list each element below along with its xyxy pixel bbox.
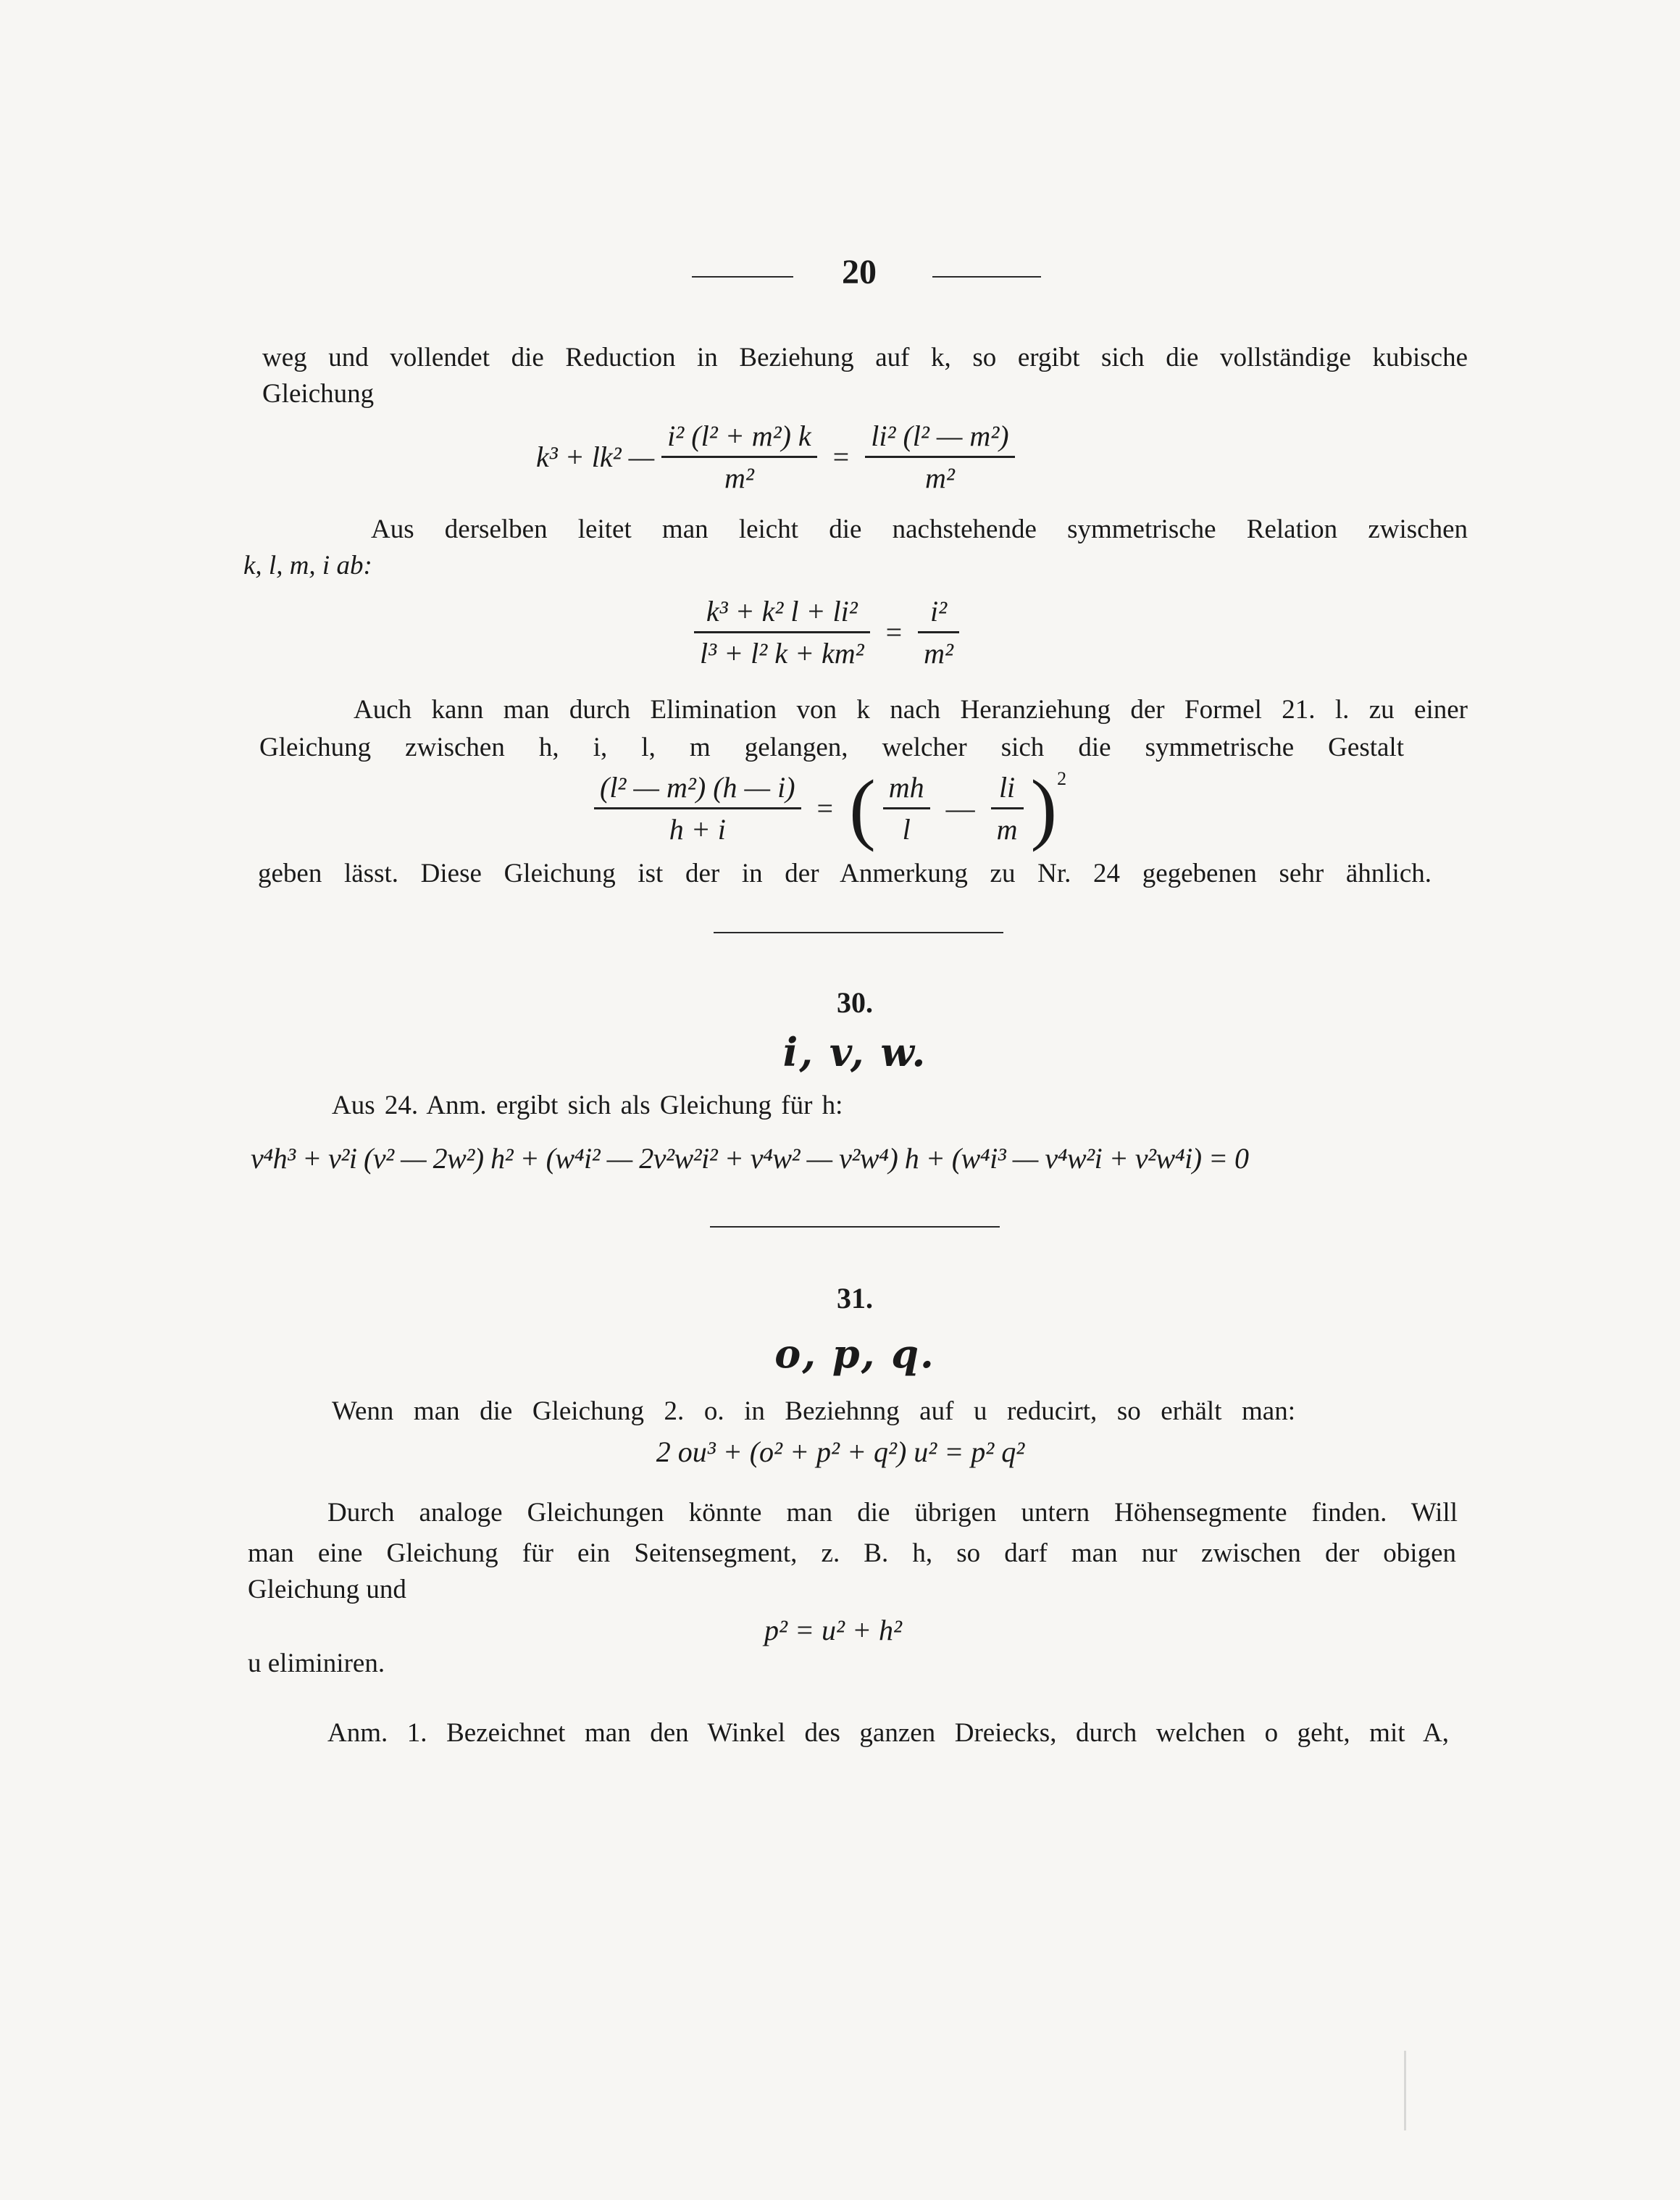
eq3-fraction-1 — [594, 770, 801, 846]
eq3-paren-open: ( — [849, 764, 876, 852]
section-30-number: 30. — [837, 986, 873, 1019]
eq3-exponent: 2 — [1057, 768, 1067, 789]
eq3-relation: = — [816, 791, 834, 825]
section-separator-1 — [714, 932, 1003, 933]
paragraph-3-line-2: Gleichung zwischen h, i, l, m gelangen, welcher sich die symmetrische Gestalt — [259, 733, 1404, 762]
eq2-fraction-1 — [694, 594, 870, 670]
eq3-paren-close: ) — [1030, 764, 1058, 852]
section-31-equation-1: 2 ou³ + (o² + p² + q²) u² = p² q² — [656, 1436, 1025, 1468]
section-separator-2 — [710, 1226, 1000, 1228]
header-rule-right — [932, 276, 1041, 278]
paragraph-1-line-2: Gleichung — [262, 379, 375, 409]
section-31-anmerkung: Anm. 1. Bezeichnet man den Winkel des ganzen Dreiecks, durch welchen o geht, mit A, — [327, 1718, 1449, 1748]
eq1-lhs: k³ + lk² — — [536, 441, 655, 473]
eq2-f2-denominator: m² — [924, 637, 954, 670]
eq3-f2-numerator: mh — [883, 770, 930, 809]
section-31-line-3: man eine Gleichung für ein Seitensegment, z. B. h, so darf man nur zwischen der obigen — [248, 1538, 1456, 1568]
section-31-line-4: Gleichung und — [248, 1575, 406, 1604]
equation-symmetric-form — [594, 764, 1067, 852]
eq3-f1-denominator: h + i — [669, 812, 726, 846]
eq3-fraction-2 — [883, 770, 930, 846]
section-30-equation: v⁴h³ + v²i (v² — 2w²) h² + (w⁴i² — 2v²w²i² + v⁴w² — v²w⁴) h + (w⁴i³ — v⁴w²i + v²w⁴i) = 0 — [251, 1142, 1249, 1175]
eq3-f3-numerator: li — [991, 770, 1024, 809]
equation-cubic — [536, 419, 1015, 495]
eq1-fraction-1 — [661, 419, 816, 495]
eq2-f2-numerator: i² — [918, 594, 959, 633]
section-31-equation-2: p² = u² + h² — [764, 1614, 902, 1646]
paragraph-2-line-2: k, l, m, i ab: — [243, 551, 372, 580]
eq1-fraction-2 — [865, 419, 1014, 495]
paragraph-4-line-1: geben lässt. Diese Gleichung ist der in der Anmerkung zu Nr. 24 gegebenen sehr ähnlich. — [258, 859, 1432, 888]
section-31-line-5: u eliminiren. — [248, 1649, 385, 1678]
eq1-f1-numerator: i² (l² + m²) k — [661, 419, 816, 458]
margin-mark — [1404, 2051, 1406, 2130]
eq2-f1-numerator: k³ + k² l + li² — [694, 594, 870, 633]
eq1-f1-denominator: m² — [724, 462, 754, 494]
eq1-f2-numerator: li² (l² — m²) — [865, 419, 1014, 458]
header-rule-left — [692, 276, 793, 278]
eq3-f3-denominator: m — [996, 812, 1018, 846]
equation-symmetric-relation — [694, 594, 959, 670]
eq1-relation: = — [832, 441, 850, 473]
eq3-minus: — — [945, 791, 975, 825]
eq2-relation: = — [885, 616, 903, 649]
eq3-fraction-3 — [991, 770, 1024, 846]
eq1-f2-denominator: m² — [924, 462, 955, 494]
eq3-f1-numerator: (l² — m²) (h — i) — [594, 770, 801, 809]
section-31-variables: o, p, q. — [774, 1330, 935, 1377]
section-31-line-1: Wenn man die Gleichung 2. o. in Beziehnng auf u reducirt, so erhält man: — [332, 1396, 1295, 1426]
section-31-line-2: Durch analoge Gleichungen könnte man die übrigen untern Höhensegmente finden. Will — [327, 1498, 1458, 1528]
section-30-intro: Aus 24. Anm. ergibt sich als Gleichung für h: — [332, 1091, 843, 1120]
paragraph-3-line-1: Auch kann man durch Elimination von k nach Heranziehung der Formel 21. l. zu einer — [354, 695, 1468, 725]
paragraph-1-line-1: weg und vollendet die Reduction in Beziehung auf k, so ergibt sich die vollständige kubische — [262, 343, 1468, 372]
eq2-fraction-2 — [918, 594, 959, 670]
eq2-f1-denominator: l³ + l² k + km² — [700, 637, 864, 670]
page-number: 20 — [842, 253, 877, 291]
section-30-variables: i, v, w. — [782, 1029, 927, 1075]
paragraph-2-line-1: Aus derselben leitet man leicht die nachstehende symmetrische Relation zwischen — [371, 514, 1468, 544]
section-31-number: 31. — [837, 1282, 873, 1314]
eq3-f2-denominator: l — [902, 812, 911, 846]
